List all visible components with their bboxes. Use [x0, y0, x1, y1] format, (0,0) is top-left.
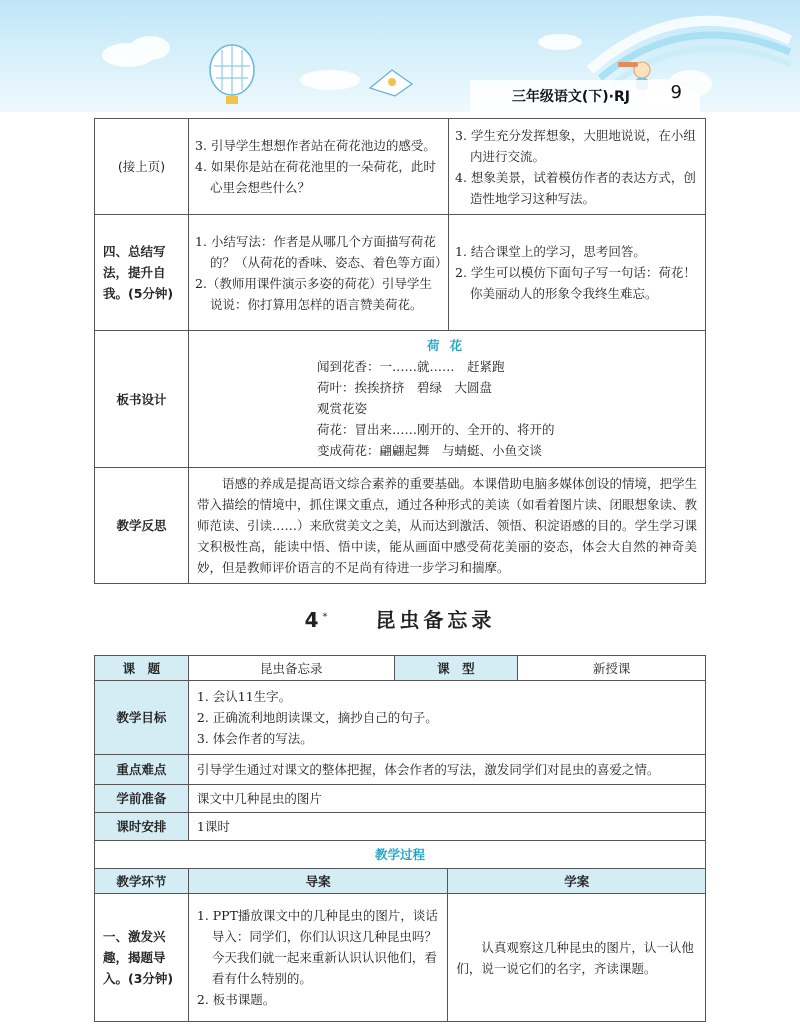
goals-label: 教学目标: [95, 681, 189, 755]
key-value: 引导学生通过对课文的整体把握，体会作者的写法，激发同学们对昆虫的喜爱之情。: [188, 755, 705, 785]
table-row: [95, 656, 706, 681]
step-label: 一、激发兴趣，揭题导入。(3分钟): [95, 894, 189, 1022]
blackboard-line: 荷叶：挨挨挤挤 碧绿 大圆盘: [317, 380, 493, 395]
topic-label: 课 题: [95, 656, 189, 681]
goal-item: 3. 体会作者的写法。: [196, 731, 313, 746]
table-row: [95, 813, 706, 841]
lesson-plan-table: [94, 655, 706, 1022]
study-cell: 认真观察这几种昆虫的图片，认一认他们，说一说它们的名字，齐读课题。: [448, 894, 706, 1022]
blackboard-line: 观赏花姿: [317, 401, 368, 416]
guide-cell: [188, 894, 448, 1022]
study-cell: [449, 215, 706, 331]
col-guide: 导案: [188, 869, 448, 894]
list-item: 1. PPT播放课文中的几种昆虫的图片，谈话导入：同学们，你们认识这几种昆虫吗？今天我们就一起来重新认识认识他们，看看有什么特别的。: [196, 908, 438, 986]
continued-lesson-table: [94, 118, 706, 584]
blackboard-line: 荷花：冒出来……刚开的、全开的、将开的: [317, 422, 555, 437]
list-item: 2. 学生可以模仿下面句子写一句话：荷花！你美丽动人的形象令我终生难忘。: [455, 265, 696, 301]
list-item: 4. 如果你是站在荷花池里的一朵荷花，此时心里会想些什么？: [195, 159, 436, 195]
page-number: 9: [670, 82, 682, 103]
grade-label: 三年级语文(下)·RJ: [511, 89, 630, 105]
lesson-star: *: [322, 611, 332, 623]
reflection-label: 教学反思: [95, 468, 189, 584]
list-item: 2. 板书课题。: [196, 992, 276, 1007]
goals-cell: [188, 681, 705, 755]
col-study: 学案: [448, 869, 706, 894]
key-label: 重点难点: [95, 755, 189, 785]
prep-value: 课文中几种昆虫的图片: [188, 785, 705, 813]
blackboard-design: [189, 331, 706, 468]
table-row: [95, 894, 706, 1022]
blackboard-line: 闻到花香：一……就…… 赶紧跑: [317, 359, 505, 374]
row-label: (接上页): [95, 119, 189, 215]
time-label: 课时安排: [95, 813, 189, 841]
process-title: 教学过程: [95, 841, 706, 869]
table-row: [95, 869, 706, 894]
topic-value: 昆虫备忘录: [188, 656, 394, 681]
list-item: 4. 想象美景，试着模仿作者的表达方式，创造性地学习这种写法。: [455, 169, 696, 206]
type-label: 课 型: [394, 656, 518, 681]
table-row: [95, 215, 706, 331]
list-item: 3. 学生充分发挥想象，大胆地说说，在小组内进行交流。: [455, 127, 696, 164]
row-label: 四、总结写法，提升自我。(5分钟): [95, 215, 189, 331]
table-row: [95, 841, 706, 869]
blackboard-line: 变成荷花：翩翩起舞 与蜻蜓、小鱼交谈: [317, 443, 543, 458]
reflection-text: 语感的养成是提高语文综合素养的重要基础。本课借助电脑多媒体创设的情境，把学生带入描绘的情境中，抓住课文重点，通过各种形式的美读（如看着图片读、闭眼想象读、教师范读、引读……）来欣赏美文之美，从而达到激活、领悟、积淀语感的目的。学生学习课文积极性高，能读中悟、悟中读，能从画面中感受荷花美丽的姿态，体会大自然的神奇美妙，但是教师评价语言的不足尚有待进一步学习和揣摩。: [189, 468, 706, 584]
list-item: 2.（教师用课件演示多姿的荷花）引导学生说说：你打算用怎样的语言赞美荷花。: [195, 275, 432, 312]
lesson-title: [0, 604, 800, 633]
prep-label: 学前准备: [95, 785, 189, 813]
lesson-name: 昆虫备忘录: [375, 608, 496, 632]
blackboard-label: 板书设计: [95, 331, 189, 468]
type-value: 新授课: [518, 656, 706, 681]
goal-item: 2. 正确流利地朗读课文，摘抄自己的句子。: [196, 710, 438, 725]
table-row: [95, 331, 706, 468]
guide-cell: [189, 119, 449, 215]
table-row: [95, 755, 706, 785]
table-row: [95, 785, 706, 813]
study-cell: [449, 119, 706, 215]
list-item: 3. 引导学生想想作者站在荷花池边的感受。: [195, 138, 436, 153]
list-item: 1. 结合课堂上的学习，思考回答。: [455, 244, 646, 259]
blackboard-title: 荷花: [427, 338, 473, 353]
lesson-number: 4: [304, 608, 323, 632]
guide-cell: [189, 215, 449, 331]
goal-item: 1. 会认11生字。: [196, 689, 292, 704]
col-stage: 教学环节: [95, 869, 189, 894]
table-row: [95, 681, 706, 755]
hot-air-balloon-icon: [210, 45, 254, 104]
table-row: [95, 468, 706, 584]
time-value: 1课时: [188, 813, 705, 841]
list-item: 1. 小结写法：作者是从哪几个方面描写荷花的？（从荷花的香味、姿态、着色等方面）: [195, 233, 448, 270]
header-banner: [0, 0, 800, 112]
table-row: [95, 119, 706, 215]
kite-icon: [370, 70, 412, 96]
